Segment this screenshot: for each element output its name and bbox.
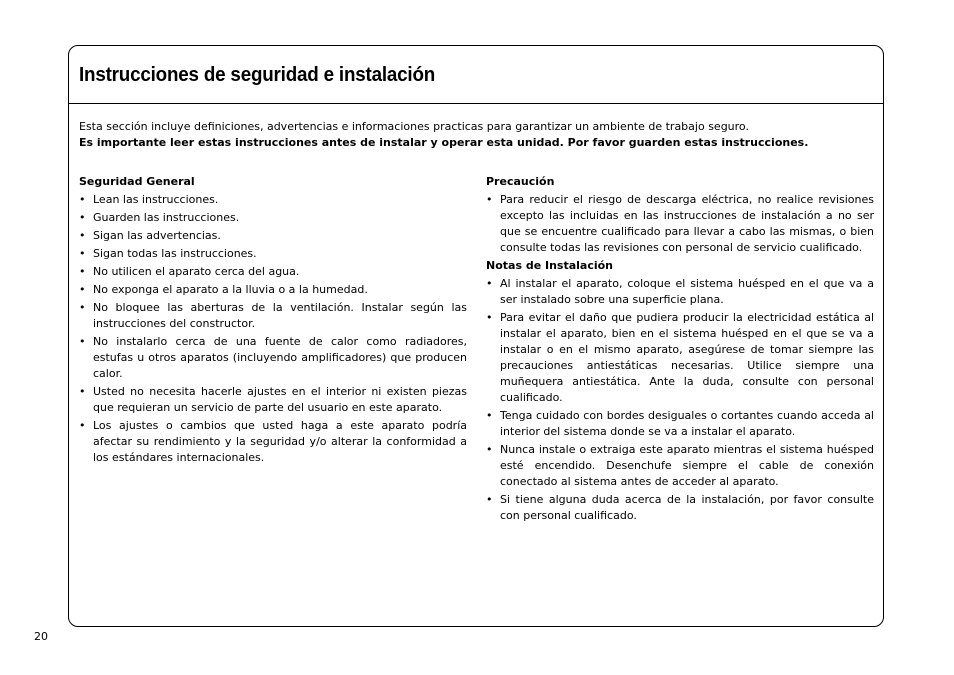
list-item: • Nunca instale o extraiga este aparato mientras el sistema huésped esté encendido. Desenchufe siempre el cable de conexión conectado al sistema antes de acceder al aparato. bbox=[486, 442, 874, 490]
list-item: • Si tiene alguna duda acerca de la instalación, por favor consulte con personal cualificado. bbox=[486, 492, 874, 524]
list-item: • Al instalar el aparato, coloque el sistema huésped en el que va a ser instalado sobre una superficie plana. bbox=[486, 276, 874, 308]
list-item: • Guarden las instrucciones. bbox=[79, 210, 467, 226]
intro bbox=[79, 119, 874, 151]
list-item: • Lean las instrucciones. bbox=[79, 192, 467, 208]
list-item: • No exponga el aparato a la lluvia o a la humedad. bbox=[79, 282, 467, 298]
intro-text: Esta sección incluye definiciones, advertencias e informaciones practicas para garantizar un ambiente de trabajo seguro. bbox=[79, 120, 749, 133]
list-item: • Usted no necesita hacerle ajustes en el interior ni existen piezas que requieran un servicio de parte del usuario en este aparato. bbox=[79, 384, 467, 416]
list-item: • No utilicen el aparato cerca del agua. bbox=[79, 264, 467, 280]
page-title: Instrucciones de seguridad e instalación bbox=[79, 64, 436, 86]
precaucion-list bbox=[486, 192, 874, 256]
list-item: • Sigan todas las instrucciones. bbox=[79, 246, 467, 262]
title-divider bbox=[69, 103, 883, 104]
list-item: • Sigan las advertencias. bbox=[79, 228, 467, 244]
list-item: • Tenga cuidado con bordes desiguales o cortantes cuando acceda al interior del sistema donde se va a instalar el aparato. bbox=[486, 408, 874, 440]
notas-heading: Notas de Instalación bbox=[486, 259, 614, 272]
list-item: • Los ajustes o cambios que usted haga a este aparato podría afectar su rendimiento y la seguridad y/o alterar la conformidad a los estándares internacionales. bbox=[79, 418, 467, 466]
content-frame bbox=[68, 45, 884, 627]
list-item: • No bloquee las aberturas de la ventilación. Instalar según las instrucciones del constructor. bbox=[79, 300, 467, 332]
notas-list bbox=[486, 276, 874, 524]
list-item: • No instalarlo cerca de una fuente de calor como radiadores, estufas u otros aparatos (incluyendo amplificadores) que producen calor. bbox=[79, 334, 467, 382]
seguridad-heading: Seguridad General bbox=[79, 175, 195, 188]
intro-warning: Es importante leer estas instrucciones antes de instalar y operar esta unidad. Por favor guarden estas instrucciones. bbox=[79, 136, 809, 149]
seguridad-list bbox=[79, 192, 467, 466]
list-item: • Para evitar el daño que pudiera producir la electricidad estática al instalar el aparato, bien en el sistema huésped en el que se va a instalar o en el mismo aparato, asegúrese de tomar siempre las precauciones antiestáticas necesarias. Utilice siempre una muñequera antiestática. Ante la duda, consulte con personal cualificado. bbox=[486, 310, 874, 406]
page-number: 20 bbox=[34, 630, 48, 643]
left-column bbox=[79, 174, 467, 468]
list-item: • Para reducir el riesgo de descarga eléctrica, no realice revisiones excepto las incluidas en las instrucciones de instalación a no ser que se encuentre cualificado para llevar a cabo las mismas, o bien consulte todas las revisiones con personal de servicio cualificado. bbox=[486, 192, 874, 256]
precaucion-heading: Precaución bbox=[486, 175, 555, 188]
right-column bbox=[486, 174, 874, 526]
